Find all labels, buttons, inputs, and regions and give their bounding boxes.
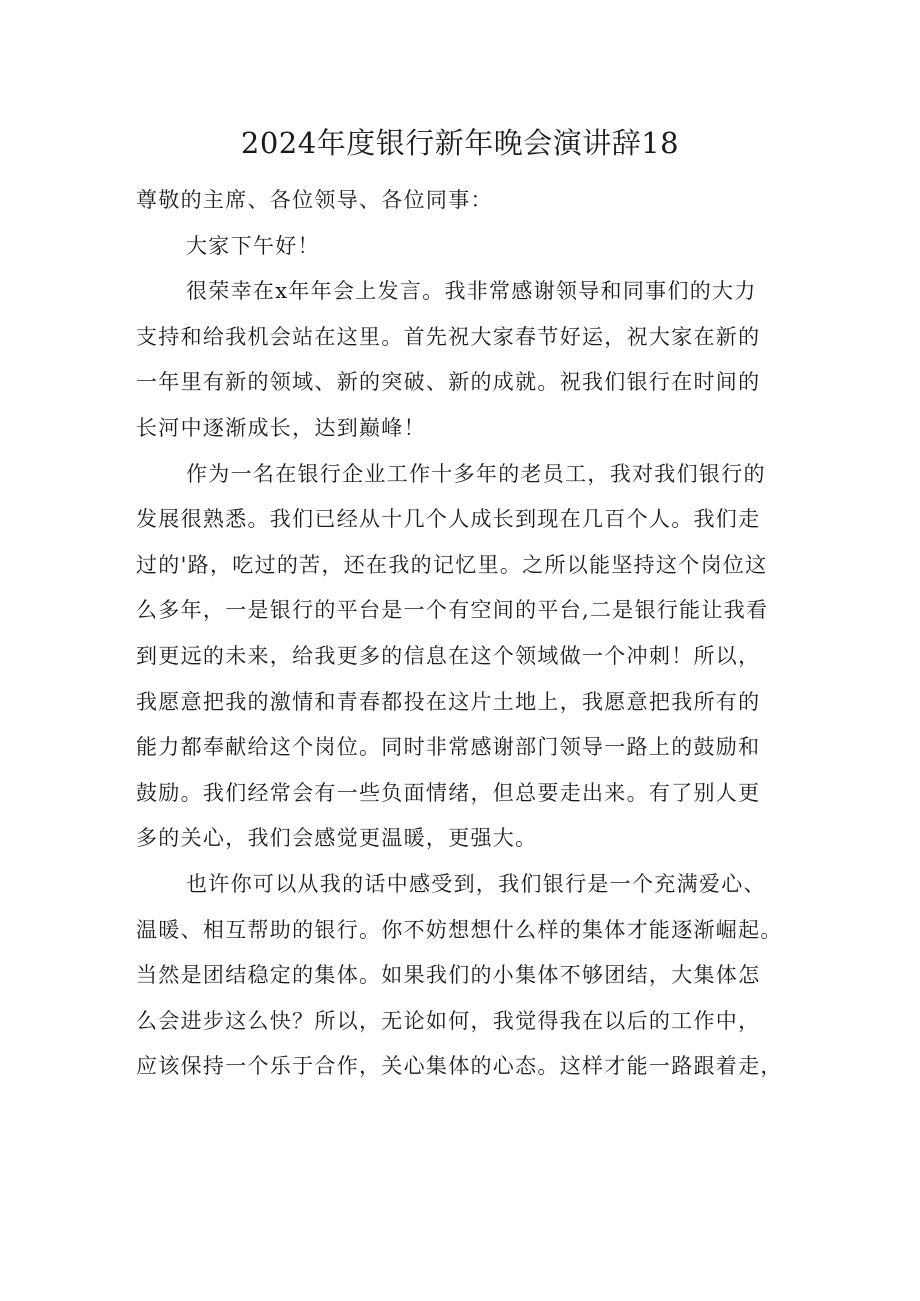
document-body <box>136 178 806 1090</box>
paragraph-line: 也许你可以从我的话中感受到，我们银行是一个充满爱心、 <box>186 871 766 896</box>
paragraph-line: 么多年，一是银行的平台是一个有空间的平台,二是银行能让我看 <box>136 598 769 623</box>
paragraph-line: 应该保持一个乐于合作，关心集体的心态。这样才能一路跟着走， <box>136 1054 783 1079</box>
greeting-line: 大家下午好！ <box>186 233 320 258</box>
paragraph-2 <box>136 452 806 862</box>
paragraph-1 <box>136 269 806 451</box>
paragraph-line: 长河中逐渐成长，达到巅峰！ <box>136 415 426 440</box>
paragraph-line: 我愿意把我的激情和青春都投在这片土地上，我愿意把我所有的 <box>136 689 761 714</box>
paragraph-line: 么会进步这么快？所以，无论如何，我觉得我在以后的工作中， <box>136 1008 761 1033</box>
paragraph-line: 鼓励。我们经常会有一些负面情绪，但总要走出来。有了别人更 <box>136 780 761 805</box>
paragraph-line: 发展很熟悉。我们已经从十几个人成长到现在几百个人。我们走 <box>136 507 761 532</box>
paragraph-line: 温暖、相互帮助的银行。你不妨想想什么样的集体才能逐渐崛起。 <box>136 917 783 942</box>
paragraph-line: 到更远的未来，给我更多的信息在这个领域做一个冲刺！所以， <box>136 643 761 668</box>
salutation-line: 尊敬的主席、各位领导、各位同事： <box>136 188 493 212</box>
paragraph-line: 过的'路，吃过的苦，还在我的记忆里。之所以能坚持这个岗位这 <box>136 552 768 577</box>
paragraph-line: 一年里有新的领域、新的突破、新的成就。祝我们银行在时间的 <box>136 370 761 395</box>
greeting <box>136 224 806 270</box>
paragraph-3 <box>136 862 806 1090</box>
paragraph-line: 支持和给我机会站在这里。首先祝大家春节好运，祝大家在新的 <box>136 324 761 349</box>
salutation <box>136 178 806 224</box>
paragraph-line: 作为一名在银行企业工作十多年的老员工，我对我们银行的 <box>186 461 766 486</box>
paragraph-line: 当然是团结稳定的集体。如果我们的小集体不够团结，大集体怎 <box>136 963 761 988</box>
document-title: 2024年度银行新年晚会演讲辞18 <box>240 126 680 160</box>
paragraph-line: 能力都奉献给这个岗位。同时非常感谢部门领导一路上的鼓励和 <box>136 735 761 760</box>
paragraph-line: 很荣幸在x年年会上发言。我非常感谢领导和同事们的大力 <box>186 279 757 304</box>
paragraph-line: 多的关心，我们会感觉更温暖，更强大。 <box>136 826 538 851</box>
